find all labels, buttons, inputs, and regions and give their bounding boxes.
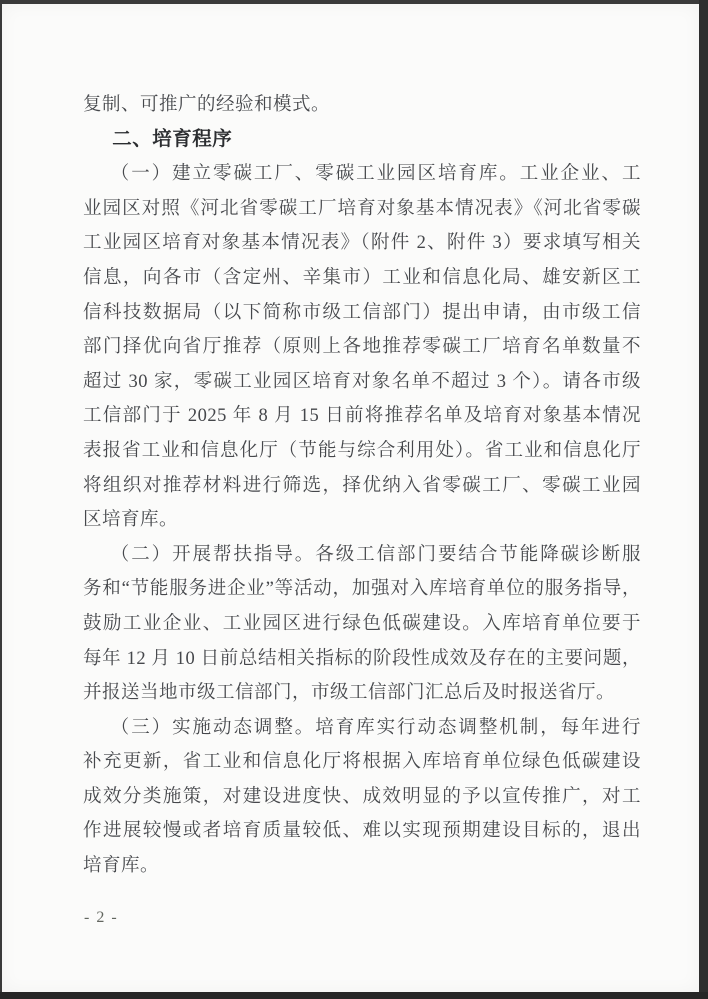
- scan-edge: [0, 992, 708, 999]
- doc-line: （一）建立零碳工厂、零碳工业园区培育库。工业企业、工: [110, 164, 641, 185]
- doc-line: 工业园区培育对象基本情况表》（附件 2、附件 3）要求填写相关: [83, 233, 641, 254]
- doc-line: 业园区对照《河北省零碳工厂培育对象基本情况表》《河北省零碳: [83, 198, 641, 219]
- doc-line: 超过 30 家，零碳工业园区培育对象名单不超过 3 个）。请各市级: [83, 371, 641, 392]
- section-heading: 二、培育程序: [112, 128, 233, 150]
- doc-line: 鼓励工业企业、工业园区进行绿色低碳建设。入库培育单位要于: [83, 613, 641, 634]
- page-number: - 2 -: [84, 909, 119, 926]
- scan-edge: [699, 0, 708, 999]
- doc-line: （三）实施动态调整。培育库实行动态调整机制，每年进行: [110, 717, 641, 738]
- doc-line: 表报省工业和信息化厅（节能与综合利用处）。省工业和信息化厅: [83, 440, 641, 461]
- doc-line: 信息，向各市（含定州、辛集市）工业和信息化局、雄安新区工: [83, 267, 641, 288]
- document-page: [2, 4, 699, 992]
- doc-line: 作进展较慢或者培育质量较低、难以实现预期建设目标的，退出: [83, 821, 641, 842]
- doc-line: 并报送当地市级工信部门，市级工信部门汇总后及时报送省厅。: [83, 683, 616, 704]
- doc-line: （二）开展帮扶指导。各级工信部门要结合节能降碳诊断服: [110, 544, 641, 565]
- doc-line: 复制、可推广的经验和模式。: [83, 95, 331, 115]
- doc-line: 成效分类施策，对建设进度快、成效明显的予以宣传推广，对工: [83, 786, 641, 807]
- doc-line: 信科技数据局（以下简称市级工信部门）提出申请，由市级工信: [83, 302, 641, 323]
- doc-line: 工信部门于 2025 年 8 月 15 日前将推荐名单及培育对象基本情况: [83, 406, 641, 427]
- document-body: [83, 88, 641, 884]
- doc-line: 每年 12 月 10 日前总结相关指标的阶段性成效及存在的主要问题，: [83, 648, 641, 669]
- doc-line: 补充更新，省工业和信息化厅将根据入库培育单位绿色低碳建设: [83, 752, 641, 773]
- doc-line: 区培育库。: [83, 510, 179, 531]
- doc-line: 培育库。: [83, 856, 160, 877]
- doc-line: 部门择优向省厅推荐（原则上各地推荐零碳工厂培育名单数量不: [83, 337, 641, 358]
- doc-line: 将组织对推荐材料进行筛选，择优纳入省零碳工厂、零碳工业园: [83, 475, 641, 496]
- doc-line: 务和“节能服务进企业”等活动，加强对入库培育单位的服务指导，: [83, 579, 641, 600]
